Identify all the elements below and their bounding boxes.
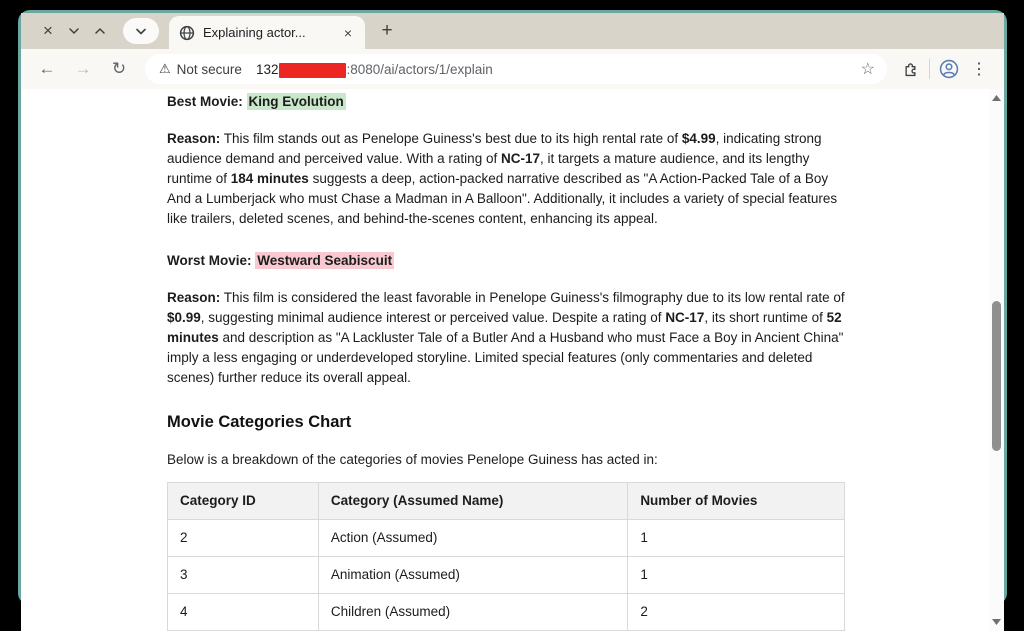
worst-movie-line	[167, 251, 845, 271]
new-tab-button[interactable]: +	[381, 20, 393, 41]
browser-toolbar	[21, 49, 1004, 89]
worst-movie-reason	[167, 288, 845, 388]
reload-icon[interactable]: ↻	[111, 59, 127, 78]
scrollbar-thumb[interactable]	[992, 301, 1001, 451]
table-row	[168, 520, 845, 557]
browser-tab-active[interactable]	[169, 16, 365, 49]
text-segment: , suggesting minimal audience interest or perceived value. Despite a rating of	[200, 310, 666, 325]
chevron-down-icon	[68, 25, 80, 37]
text-segment: , indicating strong audience demand and perceived value. With a rating of	[167, 131, 822, 166]
best-movie-label: Best Movie:	[167, 94, 247, 109]
page-viewport	[21, 89, 1004, 631]
best-movie-line	[167, 92, 845, 112]
back-icon[interactable]: ←	[38, 59, 56, 78]
table-cell: 4	[168, 594, 319, 631]
puzzle-icon	[901, 60, 920, 79]
table-cell: 2	[168, 520, 319, 557]
text-segment: , it targets a mature audience, and its lengthy runtime of	[167, 151, 810, 186]
text-segment: This film is considered the least favorable in Penelope Guiness's filmography due to its low rental rate of	[220, 290, 845, 305]
text-segment: $0.99	[167, 310, 201, 325]
table-header-row	[168, 483, 845, 520]
best-movie-reason	[167, 129, 845, 229]
text-segment: 52 minutes	[167, 310, 842, 345]
text-segment: NC-17	[665, 310, 705, 325]
tab-strip	[21, 13, 1004, 49]
table-header-cell: Number of Movies	[628, 483, 845, 520]
window-minimize-button[interactable]	[61, 18, 87, 44]
triangle-up-icon	[992, 95, 1001, 101]
url-text: 132	[255, 61, 279, 77]
chevron-up-icon	[94, 25, 106, 37]
forward-icon[interactable]: →	[74, 59, 92, 78]
table-cell: Animation (Assumed)	[318, 557, 627, 594]
text-segment: NC-17	[500, 151, 540, 166]
not-secure-warning-icon: ⚠	[159, 61, 171, 76]
text-segment: 184 minutes	[230, 171, 309, 186]
address-bar[interactable]	[145, 54, 887, 84]
triangle-down-icon	[992, 619, 1001, 625]
text-segment: $4.99	[681, 131, 716, 146]
table-cell: 1	[628, 557, 845, 594]
vertical-scrollbar[interactable]	[989, 89, 1004, 631]
extensions-icon[interactable]	[895, 54, 925, 84]
worst-movie-label: Worst Movie:	[167, 253, 256, 268]
text-segment: , its short runtime of	[704, 310, 827, 325]
chevron-down-icon	[135, 25, 147, 37]
text-segment: and description as "A Lackluster Tale of a Butler And a Husband who must Face a Boy in Ancient China" imply a less engaging or underdeveloped storyline. Limited special features (only commentaries and deleted scenes) further reduce its overall appeal.	[167, 330, 844, 385]
text-segment: Reason:	[167, 290, 221, 305]
toolbar-divider	[929, 59, 930, 79]
url-text: :8080/ai/actors/1/explain	[346, 61, 493, 77]
table-cell: Children (Assumed)	[318, 594, 627, 631]
table-cell: 2	[628, 594, 845, 631]
scroll-down-icon[interactable]	[989, 615, 1004, 629]
tab-title: Explaining actor...	[203, 25, 306, 40]
search-tabs-button[interactable]	[123, 18, 159, 44]
profile-icon[interactable]	[934, 54, 964, 84]
text-segment: This film stands out as Penelope Guiness's best due to its high rental rate of	[220, 131, 682, 146]
table-body	[168, 520, 845, 631]
scroll-up-icon[interactable]	[989, 91, 1004, 105]
section-intro: Below is a breakdown of the categories of movies Penelope Guiness has acted in:	[167, 452, 658, 467]
kebab-menu-glyph: ⋮	[971, 61, 987, 78]
text-segment: suggests a deep, action-packed narrative described as "A Action-Packed Tale of a Boy And a Lumberjack who must Chase a Madman in A Balloon". Additionally, it includes a variety of special features like trailers, deleted scenes, and behind-the-scenes content, enhancing its appeal.	[167, 171, 838, 226]
redaction-overlay	[279, 63, 346, 78]
not-secure-label[interactable]: Not secure	[176, 61, 242, 77]
table-header-cell: Category (Assumed Name)	[318, 483, 627, 520]
table-row	[168, 594, 845, 631]
window-close-button[interactable]: ×	[43, 21, 53, 40]
window-maximize-button[interactable]	[87, 18, 113, 44]
article	[167, 92, 845, 631]
bookmark-star-icon[interactable]: ☆	[860, 61, 875, 78]
table-cell: Action (Assumed)	[318, 520, 627, 557]
text-segment: Reason:	[167, 131, 221, 146]
browser-window	[18, 10, 1007, 619]
table-cell: 1	[628, 520, 845, 557]
worst-movie-title: Westward Seabiscuit	[257, 253, 393, 268]
account-circle-icon	[938, 58, 960, 80]
tab-close-icon[interactable]: ×	[343, 24, 353, 41]
table-header-cell: Category ID	[168, 483, 319, 520]
best-movie-title: King Evolution	[248, 94, 344, 109]
categories-table	[167, 482, 845, 631]
table-cell: 3	[168, 557, 319, 594]
globe-favicon-icon	[179, 25, 195, 41]
menu-dots-icon[interactable]	[964, 54, 994, 84]
section-heading: Movie Categories Chart	[167, 413, 352, 431]
table-row	[168, 557, 845, 594]
